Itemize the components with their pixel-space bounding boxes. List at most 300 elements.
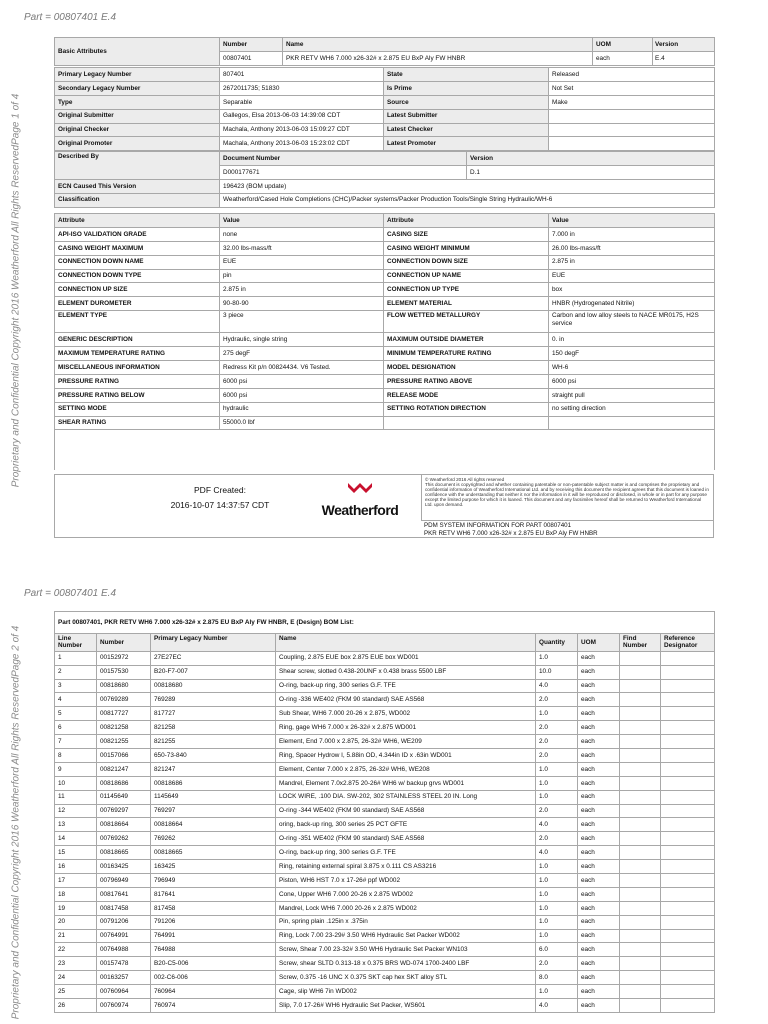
part-version: E.4 <box>652 51 715 65</box>
attribute-value: 6000 psi <box>549 374 715 388</box>
bom-reference <box>661 651 715 665</box>
bom-quantity: 2.0 <box>536 804 578 818</box>
bom-find-number <box>620 887 661 901</box>
attribute-value: 0. in <box>549 333 715 347</box>
document-version: D.1 <box>467 165 715 179</box>
bom-number[interactable]: 00818686 <box>97 776 151 790</box>
weatherford-logo <box>305 479 415 518</box>
bom-number[interactable]: 00821258 <box>97 721 151 735</box>
bom-uom: each <box>578 693 620 707</box>
col-find-number: Find Number <box>620 634 661 652</box>
bom-uom: each <box>578 707 620 721</box>
bom-quantity: 1.0 <box>536 707 578 721</box>
bom-reference <box>661 818 715 832</box>
info-value: Machala, Anthony 2013-06-03 15:23:02 CDT <box>220 137 384 151</box>
attribute-value: Carbon and low alloy steels to NACE MR0175, H2S service <box>549 311 715 333</box>
bom-name: Element, Center 7.000 x 2.875, 26-32# WH6, WE208 <box>276 762 536 776</box>
number-label: Number <box>220 38 283 52</box>
bom-quantity: 1.0 <box>536 915 578 929</box>
info-value <box>549 109 715 123</box>
value-header-1: Value <box>220 214 384 228</box>
attribute-name: CONNECTION DOWN TYPE <box>55 269 220 283</box>
attribute-value: 275 degF <box>220 347 384 361</box>
bom-reference <box>661 887 715 901</box>
bom-name: O-ring, back-up ring, 300 series G.F. TFE <box>276 846 536 860</box>
info-label: Secondary Legacy Number <box>55 81 220 95</box>
attribute-name: PRESSURE RATING BELOW <box>55 388 220 402</box>
info-label: State <box>384 68 549 82</box>
bom-line-number: 4 <box>55 693 97 707</box>
bom-find-number <box>620 957 661 971</box>
bom-find-number <box>620 707 661 721</box>
attribute-name: RELEASE MODE <box>384 388 549 402</box>
bom-legacy-number: 00818665 <box>151 846 276 860</box>
info-value: Gallegos, Elsa 2013-06-03 14:39:08 CDT <box>220 109 384 123</box>
uom-header: UOM <box>593 38 653 52</box>
bom-reference <box>661 832 715 846</box>
info-label: Type <box>55 95 220 109</box>
bom-legacy-number: 163425 <box>151 860 276 874</box>
col-name: Name <box>276 634 536 652</box>
bom-reference <box>661 971 715 985</box>
bom-number[interactable]: 00817641 <box>97 887 151 901</box>
bom-row <box>55 721 715 735</box>
attribute-value: WH-6 <box>549 361 715 375</box>
bom-row <box>55 762 715 776</box>
bom-quantity: 1.0 <box>536 901 578 915</box>
bom-table <box>54 611 715 1013</box>
attribute-row <box>55 361 715 375</box>
bom-number[interactable]: 01145649 <box>97 790 151 804</box>
attribute-row <box>55 388 715 402</box>
bom-number[interactable]: 00818680 <box>97 679 151 693</box>
bom-reference <box>661 762 715 776</box>
attribute-value: 6000 psi <box>220 388 384 402</box>
info-label: Primary Legacy Number <box>55 68 220 82</box>
bom-legacy-number: 791206 <box>151 915 276 929</box>
bom-row <box>55 665 715 679</box>
info-table <box>54 67 715 151</box>
bom-legacy-number: 650-73-840 <box>151 748 276 762</box>
bom-line-number: 14 <box>55 832 97 846</box>
bom-legacy-number: 821247 <box>151 762 276 776</box>
bom-row <box>55 957 715 971</box>
bom-line-number: 16 <box>55 860 97 874</box>
bom-find-number <box>620 929 661 943</box>
bom-number[interactable]: 00760964 <box>97 985 151 999</box>
basic-attributes-label: Basic Attributes <box>55 38 220 66</box>
bom-legacy-number: 00818664 <box>151 818 276 832</box>
info-row <box>55 68 715 82</box>
part-label-page1: Part = 00807401 E.4 <box>24 12 117 23</box>
bom-quantity: 1.0 <box>536 887 578 901</box>
attribute-name: MODEL DESIGNATION <box>384 361 549 375</box>
attribute-name: CASING WEIGHT MAXIMUM <box>55 241 220 255</box>
bom-find-number <box>620 693 661 707</box>
bom-line-number: 22 <box>55 943 97 957</box>
bom-number[interactable]: 00157478 <box>97 957 151 971</box>
bom-reference <box>661 679 715 693</box>
bom-row <box>55 832 715 846</box>
bom-legacy-number: 817641 <box>151 887 276 901</box>
attribute-row <box>55 347 715 361</box>
bom-quantity: 4.0 <box>536 846 578 860</box>
bom-name: O-ring -351 WE402 (FKM 90 standard) SAE AS568 <box>276 832 536 846</box>
attribute-name: CONNECTION DOWN NAME <box>55 255 220 269</box>
attribute-row <box>55 311 715 333</box>
bom-name: Slip, 7.0 17-26# WH6 Hydraulic Set Packer, WS601 <box>276 998 536 1012</box>
bom-legacy-number: 1145649 <box>151 790 276 804</box>
bom-quantity: 1.0 <box>536 776 578 790</box>
bom-uom: each <box>578 804 620 818</box>
document-number[interactable]: D000177671 <box>220 165 467 179</box>
classification-label: Classification <box>55 193 220 207</box>
bom-line-number: 10 <box>55 776 97 790</box>
attribute-header-1: Attribute <box>55 214 220 228</box>
bom-quantity: 2.0 <box>536 748 578 762</box>
bom-name: Shear screw, slotted 0.438-20UNF x 0.438 brass 5500 LBF <box>276 665 536 679</box>
bom-number[interactable]: 00157530 <box>97 665 151 679</box>
bom-quantity: 2.0 <box>536 957 578 971</box>
bom-number[interactable]: 00163425 <box>97 860 151 874</box>
bom-line-number: 21 <box>55 929 97 943</box>
bom-row <box>55 818 715 832</box>
bom-name: Coupling, 2.875 EUE box 2.875 EUE box WD001 <box>276 651 536 665</box>
attribute-value: 7.000 in <box>549 227 715 241</box>
info-label: Latest Submitter <box>384 109 549 123</box>
attribute-name: CONNECTION UP NAME <box>384 269 549 283</box>
attribute-name: MISCELLANEOUS INFORMATION <box>55 361 220 375</box>
part-number: 00807401 <box>220 51 283 65</box>
bom-name: Mandrel, Lock WH6 7.000 20-26 x 2.875 WD002 <box>276 901 536 915</box>
bom-find-number <box>620 971 661 985</box>
bom-quantity: 1.0 <box>536 985 578 999</box>
attribute-value: pin <box>220 269 384 283</box>
attribute-name: CASING WEIGHT MINIMUM <box>384 241 549 255</box>
bom-row <box>55 679 715 693</box>
bom-line-number: 8 <box>55 748 97 762</box>
info-value: Not Set <box>549 81 715 95</box>
attribute-name: ELEMENT TYPE <box>55 311 220 333</box>
attribute-row <box>55 333 715 347</box>
bom-legacy-number: 817727 <box>151 707 276 721</box>
bom-find-number <box>620 790 661 804</box>
attribute-row <box>55 241 715 255</box>
classification-value: Weatherford/Cased Hole Completions (CHC)/Packer systems/Packer Production Tools/Single String Hydraulic/WH-6 <box>220 193 715 207</box>
bom-reference <box>661 873 715 887</box>
logo-text: Weatherford <box>321 502 399 518</box>
bom-row <box>55 707 715 721</box>
attribute-row <box>55 269 715 283</box>
sidebar-copyright-page1: Proprietary and Confidential Copyright 2016 Weatherford All Rights ReservedPage 1 of 4 <box>10 93 22 487</box>
bom-number[interactable]: 00769262 <box>97 832 151 846</box>
copyright-title: © Weatherford 2016 All rights reserved <box>425 477 505 482</box>
bom-find-number <box>620 943 661 957</box>
attribute-value: 32.00 lbs-mass/ft <box>220 241 384 255</box>
attribute-value: box <box>549 283 715 297</box>
bom-uom: each <box>578 929 620 943</box>
bom-title: Part 00807401, PKR RETV WH6 7.000 x26-32# x 2.875 EU BxP Aly FW HNBR, E (Design) BOM List: <box>55 612 715 634</box>
bom-name: O-ring -344 WE402 (FKM 90 standard) SAE AS568 <box>276 804 536 818</box>
info-label: Latest Promoter <box>384 137 549 151</box>
info-label: Source <box>384 95 549 109</box>
bom-find-number <box>620 998 661 1012</box>
attribute-name <box>384 416 549 430</box>
part-uom: each <box>593 51 653 65</box>
bom-line-number: 1 <box>55 651 97 665</box>
ecn-label: ECN Caused This Version <box>55 179 220 193</box>
bom-line-number: 23 <box>55 957 97 971</box>
bom-find-number <box>620 901 661 915</box>
bom-name: Sub Shear, WH6 7.000 20-26 x 2.875, WD002 <box>276 707 536 721</box>
bom-find-number <box>620 651 661 665</box>
bom-row <box>55 998 715 1012</box>
info-value: Separable <box>220 95 384 109</box>
bom-find-number <box>620 679 661 693</box>
attribute-row <box>55 374 715 388</box>
bom-find-number <box>620 818 661 832</box>
info-value <box>549 123 715 137</box>
bom-find-number <box>620 915 661 929</box>
attribute-name: MINIMUM TEMPERATURE RATING <box>384 347 549 361</box>
bom-uom: each <box>578 998 620 1012</box>
bom-line-number: 5 <box>55 707 97 721</box>
attribute-value: none <box>220 227 384 241</box>
attribute-name: SETTING ROTATION DIRECTION <box>384 402 549 416</box>
attribute-value: HNBR (Hydrogenated Nitrile) <box>549 297 715 311</box>
bom-reference <box>661 693 715 707</box>
bom-row <box>55 651 715 665</box>
bom-find-number <box>620 735 661 749</box>
attribute-value: Hydraulic, single string <box>220 333 384 347</box>
bom-name: Cone, Upper WH6 7.000 20-26 x 2.875 WD002 <box>276 887 536 901</box>
bom-uom: each <box>578 735 620 749</box>
bom-line-number: 19 <box>55 901 97 915</box>
bom-row <box>55 943 715 957</box>
bom-uom: each <box>578 651 620 665</box>
bom-row <box>55 985 715 999</box>
attribute-name: MAXIMUM OUTSIDE DIAMETER <box>384 333 549 347</box>
info-value: Make <box>549 95 715 109</box>
bom-legacy-number: B20-F7-007 <box>151 665 276 679</box>
pdf-created-date: 2016-10-07 14:37:57 CDT <box>170 500 270 511</box>
bom-name: O-ring, back-up ring, 300 series G.F. TFE <box>276 679 536 693</box>
bom-find-number <box>620 832 661 846</box>
bom-line-number: 15 <box>55 846 97 860</box>
bom-number[interactable]: 00818664 <box>97 818 151 832</box>
info-value: Machala, Anthony 2013-06-03 15:09:27 CDT <box>220 123 384 137</box>
bom-row <box>55 846 715 860</box>
bom-legacy-number: 002-C6-006 <box>151 971 276 985</box>
attribute-value <box>549 416 715 430</box>
attributes-table <box>54 213 715 470</box>
bom-find-number <box>620 860 661 874</box>
info-label: Original Submitter <box>55 109 220 123</box>
attribute-value: 150 degF <box>549 347 715 361</box>
described-by-label: Described By <box>55 152 220 180</box>
bom-line-number: 26 <box>55 998 97 1012</box>
bom-number[interactable]: 00817727 <box>97 707 151 721</box>
bom-uom: each <box>578 818 620 832</box>
bom-quantity: 2.0 <box>536 693 578 707</box>
bom-row <box>55 971 715 985</box>
attribute-name: PRESSURE RATING <box>55 374 220 388</box>
bom-number[interactable]: 00821247 <box>97 762 151 776</box>
bom-reference <box>661 707 715 721</box>
bom-find-number <box>620 721 661 735</box>
bom-number[interactable]: 00760974 <box>97 998 151 1012</box>
attribute-value: EUE <box>220 255 384 269</box>
bom-find-number <box>620 985 661 999</box>
bom-legacy-number: 760974 <box>151 998 276 1012</box>
bom-line-number: 6 <box>55 721 97 735</box>
pdf-created <box>135 483 305 514</box>
bom-uom: each <box>578 776 620 790</box>
attribute-value: hydraulic <box>220 402 384 416</box>
info-label: Original Promoter <box>55 137 220 151</box>
bom-quantity: 1.0 <box>536 762 578 776</box>
info-row <box>55 109 715 123</box>
bom-uom: each <box>578 901 620 915</box>
bom-uom: each <box>578 943 620 957</box>
bom-reference <box>661 929 715 943</box>
document-number-label: Document Number <box>220 152 467 166</box>
bom-number[interactable]: 00163257 <box>97 971 151 985</box>
attribute-row <box>55 227 715 241</box>
bom-row <box>55 887 715 901</box>
pdm-info <box>421 521 719 539</box>
attribute-value: 2.875 in <box>549 255 715 269</box>
empty-spacer <box>55 430 715 470</box>
bom-name: Cage, slip WH6 7in WD002 <box>276 985 536 999</box>
bom-uom: each <box>578 985 620 999</box>
bom-number[interactable]: 00157066 <box>97 748 151 762</box>
col-legacy-number: Primary Legacy Number <box>151 634 276 652</box>
bom-number[interactable]: 00769289 <box>97 693 151 707</box>
bom-find-number <box>620 846 661 860</box>
bom-name: Ring, gage WH6 7.000 x 26-32# x 2.875 WD001 <box>276 721 536 735</box>
bom-number[interactable]: 00764988 <box>97 943 151 957</box>
bom-number[interactable]: 00791206 <box>97 915 151 929</box>
bom-name: LOCK WIRE, .100 DIA. SW-202, 302 STAINLESS STEEL 20 IN. Long <box>276 790 536 804</box>
info-value: 2672011735; 51830 <box>220 81 384 95</box>
attribute-name: ELEMENT DUROMETER <box>55 297 220 311</box>
bom-quantity: 1.0 <box>536 929 578 943</box>
bom-quantity: 4.0 <box>536 998 578 1012</box>
bom-row <box>55 693 715 707</box>
bom-name: Screw, 0.375 -16 UNC X 0.375 SKT cap hex SKT alloy STL <box>276 971 536 985</box>
bom-name: oring, back-up ring, 300 series 25 PCT GFTE <box>276 818 536 832</box>
bom-legacy-number: 27E27EC <box>151 651 276 665</box>
bom-line-number: 13 <box>55 818 97 832</box>
attribute-value: 90-80-90 <box>220 297 384 311</box>
col-quantity: Quantity <box>536 634 578 652</box>
bom-quantity: 2.0 <box>536 832 578 846</box>
info-label: Original Checker <box>55 123 220 137</box>
part-name: PKR RETV WH6 7.000 x26-32# x 2.875 EU BxP Aly FW HNBR <box>283 51 652 65</box>
bom-row <box>55 915 715 929</box>
bom-quantity: 1.0 <box>536 651 578 665</box>
bom-reference <box>661 943 715 957</box>
info-row <box>55 123 715 137</box>
bom-find-number <box>620 665 661 679</box>
bom-number[interactable]: 00818665 <box>97 846 151 860</box>
attribute-value: 55000.0 lbf <box>220 416 384 430</box>
bom-uom: each <box>578 887 620 901</box>
bom-uom: each <box>578 748 620 762</box>
info-label: Latest Checker <box>384 123 549 137</box>
pdm-line-1: PDM SYSTEM INFORMATION FOR PART 00807401 <box>424 522 572 529</box>
bom-uom: each <box>578 679 620 693</box>
bom-line-number: 17 <box>55 873 97 887</box>
bom-find-number <box>620 804 661 818</box>
bom-reference <box>661 804 715 818</box>
attribute-name: FLOW WETTED METALLURGY <box>384 311 549 333</box>
bom-legacy-number: 796949 <box>151 873 276 887</box>
bom-quantity: 1.0 <box>536 860 578 874</box>
bom-number[interactable]: 00764991 <box>97 929 151 943</box>
bom-row <box>55 804 715 818</box>
info-row <box>55 137 715 151</box>
bom-number[interactable]: 00769297 <box>97 804 151 818</box>
info-value: 807401 <box>220 68 384 82</box>
bom-line-number: 20 <box>55 915 97 929</box>
sidebar-copyright-page2: Proprietary and Confidential Copyright 2016 Weatherford All Rights ReservedPage 2 of 4 <box>10 625 22 1019</box>
bom-legacy-number: 764988 <box>151 943 276 957</box>
bom-name: Ring, Lock 7.00 23-29# 3.50 WH6 Hydraulic Set Packer WD002 <box>276 929 536 943</box>
attribute-value: Redress Kit p/n 00824434. V6 Tested. <box>220 361 384 375</box>
attribute-name: CONNECTION DOWN SIZE <box>384 255 549 269</box>
bom-quantity: 6.0 <box>536 943 578 957</box>
page1-footer <box>54 474 714 538</box>
bom-line-number: 7 <box>55 735 97 749</box>
attribute-name: API-ISO VALIDATION GRADE <box>55 227 220 241</box>
bom-uom: each <box>578 971 620 985</box>
bom-legacy-number: 769262 <box>151 832 276 846</box>
bom-number[interactable]: 00821255 <box>97 735 151 749</box>
attribute-value: 3 piece <box>220 311 384 333</box>
bom-name: Ring, retaining external spiral 3.875 x 0.111 CS AS3216 <box>276 860 536 874</box>
bom-row <box>55 860 715 874</box>
bom-quantity: 1.0 <box>536 790 578 804</box>
bom-legacy-number: 00818686 <box>151 776 276 790</box>
copyright-notice <box>421 475 713 521</box>
bom-line-number: 24 <box>55 971 97 985</box>
bom-number[interactable]: 00817458 <box>97 901 151 915</box>
version-label: Version <box>652 38 715 52</box>
col-number: Number <box>97 634 151 652</box>
bom-reference <box>661 665 715 679</box>
col-reference-designator: Reference Designator <box>661 634 715 652</box>
weatherford-logo-icon <box>347 479 373 497</box>
bom-find-number <box>620 776 661 790</box>
attribute-name: PRESSURE RATING ABOVE <box>384 374 549 388</box>
attribute-name: MAXIMUM TEMPERATURE RATING <box>55 347 220 361</box>
bom-number[interactable]: 00796949 <box>97 873 151 887</box>
bom-number[interactable]: 00152972 <box>97 651 151 665</box>
bom-uom: each <box>578 762 620 776</box>
bom-legacy-number: 764991 <box>151 929 276 943</box>
bom-find-number <box>620 762 661 776</box>
bom-uom: each <box>578 860 620 874</box>
name-label: Name <box>283 38 652 52</box>
info-row <box>55 95 715 109</box>
attribute-row <box>55 416 715 430</box>
attribute-value: 6000 psi <box>220 374 384 388</box>
pdm-line-2: PKR RETV WH6 7.000 x26-32# x 2.875 EU BxP Aly FW HNBR <box>424 529 598 537</box>
bom-reference <box>661 846 715 860</box>
bom-row <box>55 790 715 804</box>
